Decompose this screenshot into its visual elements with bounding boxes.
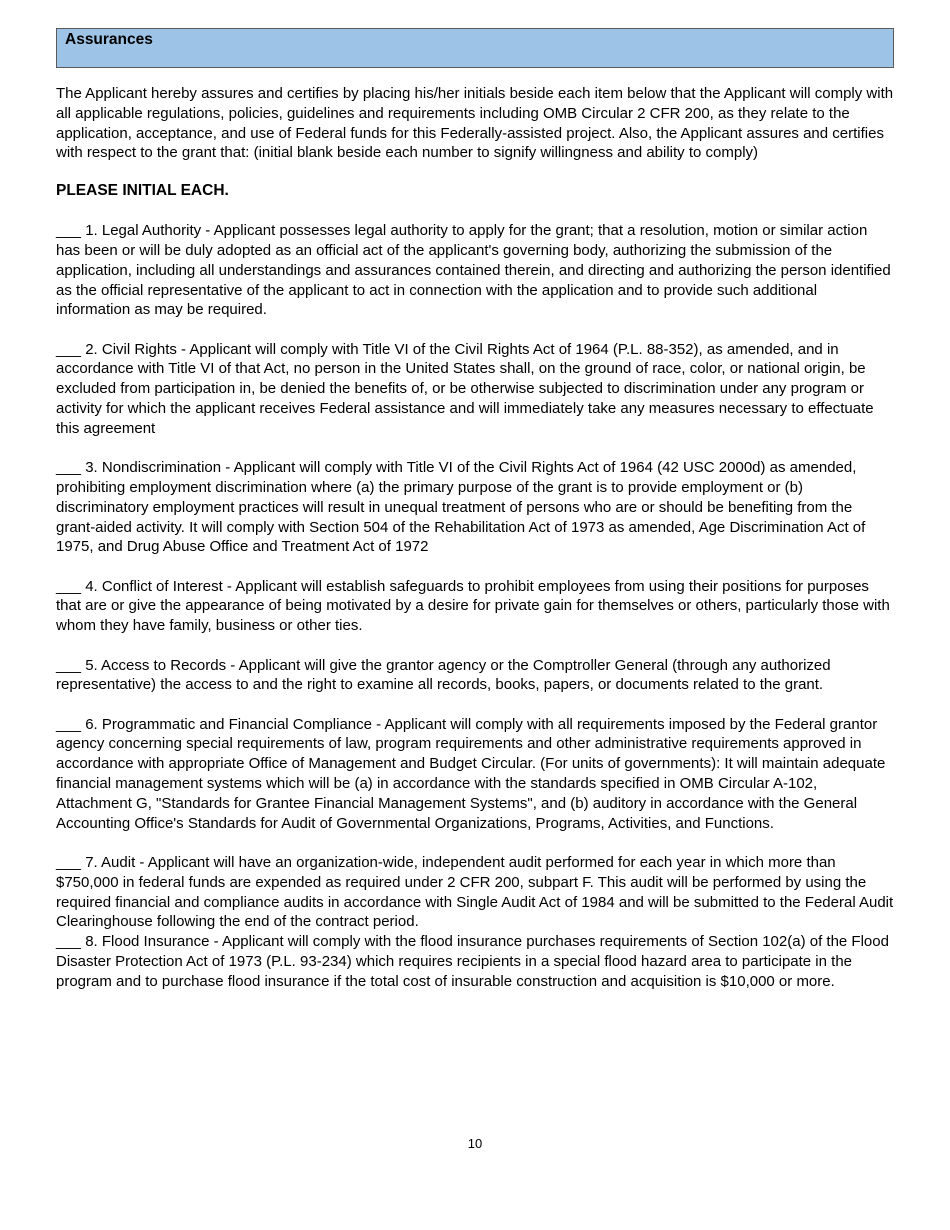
section-title: Assurances: [65, 31, 153, 48]
assurance-item-legal-authority: ___ 1. Legal Authority - Applicant possesses legal authority to apply for the grant; that a resolution, motion or similar action has been or will be duly adopted as an official act of the applicant's governing body, authorizing the submission of the application, including all understandings and assurances contained therein, and directing and authorizing the person identified as the official representative of the applicant to act in connection with the application and to provide such additional information as may be required.: [56, 222, 891, 319]
document-page: [56, 28, 894, 991]
assurance-item-civil-rights: ___ 2. Civil Rights - Applicant will comply with Title VI of the Civil Rights Act of 1964 (P.L. 88-352), as amended, and in accordance with Title VI of that Act, no person in the United States shall, on the ground of race, color, or national origin, be excluded from participation in, be denied the benefits of, or be otherwise subjected to discrimination under any program or activity for which the applicant receives Federal assistance and will immediately take any measures necessary to effectuate this agreement: [56, 340, 874, 437]
assurance-item-conflict-of-interest: ___ 4. Conflict of Interest - Applicant will establish safeguards to prohibit employees from using their positions for purposes that are or give the appearance of being motivated by a desire for private gain for themselves or others, particularly those with whom they have family, business or other ties.: [56, 577, 890, 635]
assurance-item-flood-insurance: ___ 8. Flood Insurance - Applicant will comply with the flood insurance purchases requirements of Section 102(a) of the Flood Disaster Protection Act of 1973 (P.L. 93-234) which requires recipients in a special flood hazard area to participate in the program and to purchase flood insurance if the total cost of insurable construction and acquisition is $10,000 or more.: [56, 933, 889, 990]
assurance-item-access-to-records: ___ 5. Access to Records - Applicant will give the grantor agency or the Comptroller General (through any authorized representative) the access to and the right to examine all records, books, papers, or documents related to the grant.: [56, 656, 831, 694]
assurance-item-financial-compliance: ___ 6. Programmatic and Financial Compliance - Applicant will comply with all requirements imposed by the Federal grantor agency concerning special requirements of law, program requirements and other administrative requirements approved in accordance with appropriate Office of Management and Budget Circular. (For units of governments): It will maintain adequate financial management systems which will be (a) in accordance with the standards specified in OMB Circular A-102, Attachment G, "Standards for Grantee Financial Management Systems", and (b) auditory in accordance with the General Accounting Office's Standards for Audit of Governmental Organizations, Programs, Activities, and Functions.: [56, 715, 886, 832]
page-number: 10: [467, 1136, 483, 1151]
intro-paragraph: The Applicant hereby assures and certifies by placing his/her initials beside each item below that the Applicant will comply with all applicable regulations, policies, guidelines and requirements including OMB Circular 2 CFR 200, as they relate to the application, acceptance, and use of Federal funds for this Federally-assisted project. Also, the Applicant assures and certifies with respect to the grant that: (initial blank beside each number to signify willingness and ability to comply): [56, 85, 894, 162]
initial-instruction: PLEASE INITIAL EACH.: [56, 182, 229, 200]
section-header-bar: [56, 28, 894, 68]
assurance-item-nondiscrimination: ___ 3. Nondiscrimination - Applicant will comply with Title VI of the Civil Rights Act of 1964 (42 USC 2000d) as amended, prohibiting employment discrimination where (a) the primary purpose of the grant is to provide employment or (b) discriminatory employment practices will result in unequal treatment of persons who are or should be benefiting from the grant-aided activity. It will comply with Section 504 of the Rehabilitation Act of 1973 as amended, Age Discrimination Act of 1975, and Drug Abuse Office and Treatment Act of 1972: [56, 459, 866, 556]
assurance-item-audit: ___ 7. Audit - Applicant will have an organization-wide, independent audit performed for each year in which more than $750,000 in federal funds are expended as required under 2 CFR 200, subpart F. This audit will be performed by using the required financial and compliance audits in accordance with Single Audit Act of 1984 and will be submitted to the Federal Audit Clearinghouse following the end of the contract period.: [56, 853, 894, 931]
